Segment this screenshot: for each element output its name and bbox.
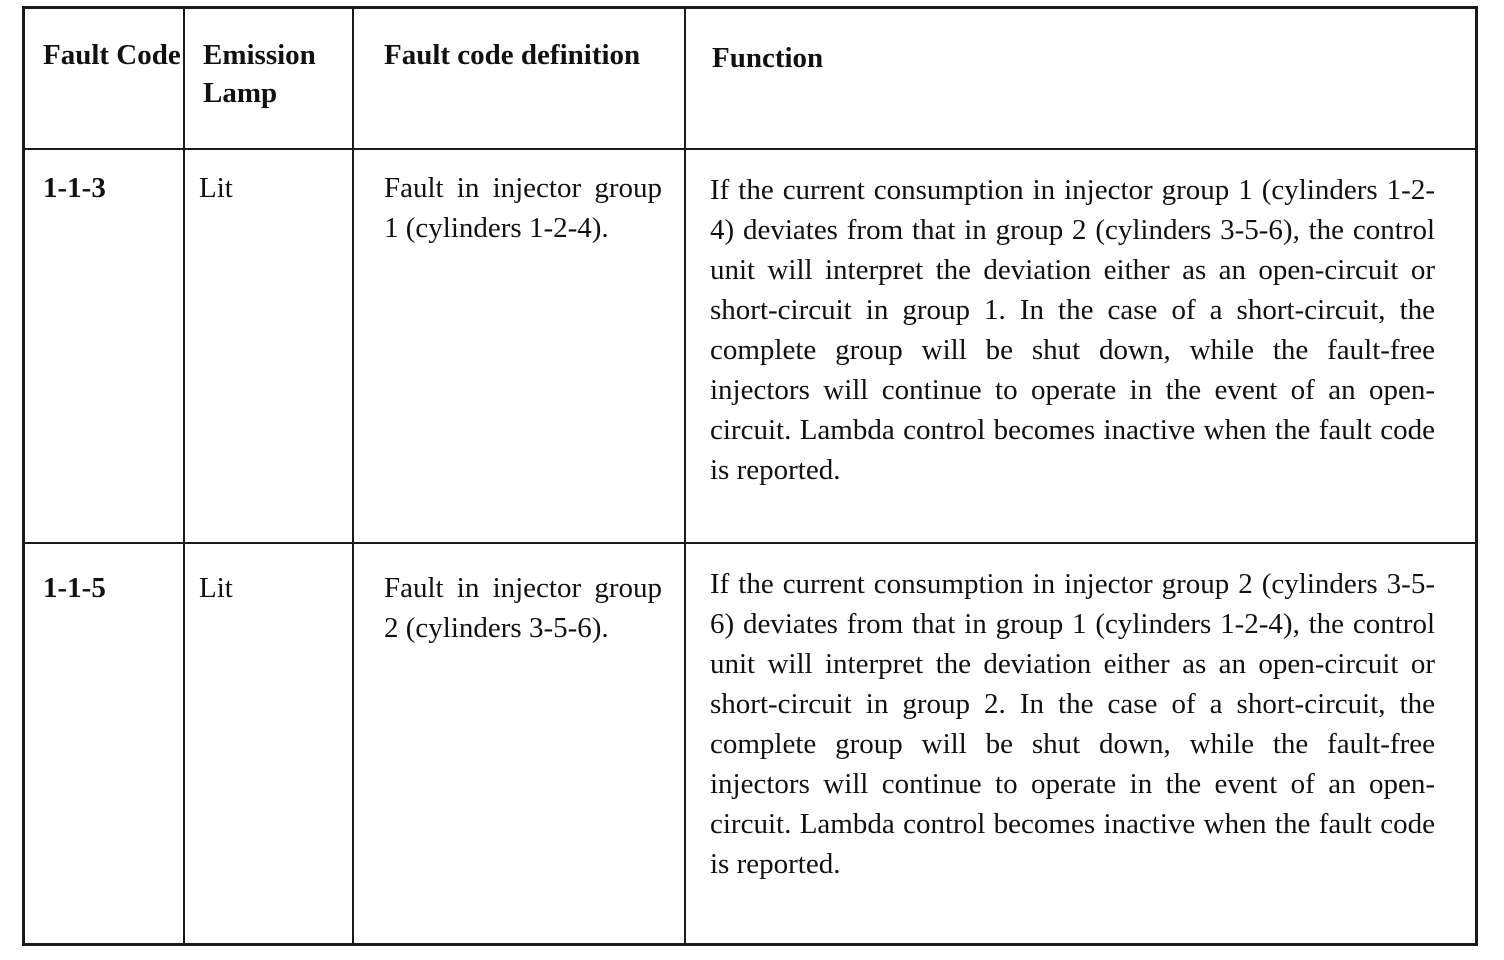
- header-function: [685, 9, 1475, 149]
- fault-code-value: 1-1-5: [43, 572, 106, 604]
- header-function-label: Function: [712, 42, 824, 74]
- header-fault-code-definition-label: Fault code definition: [384, 39, 641, 71]
- header-emission-lamp: [184, 9, 353, 149]
- definition-text: Fault in injector group 2 (cylinders 3-5-6).: [384, 572, 662, 644]
- emission-lamp-cell: [184, 543, 353, 943]
- fault-code-value: 1-1-3: [43, 172, 106, 204]
- emission-lamp-value: Lit: [199, 172, 233, 204]
- table-row: [25, 149, 1475, 543]
- emission-lamp-value: Lit: [199, 572, 233, 604]
- fault-code-table: [22, 6, 1478, 946]
- fault-code-cell: [25, 543, 184, 943]
- header-fault-code: [25, 9, 184, 149]
- fault-code-grid: [25, 9, 1475, 943]
- table-header-row: [25, 9, 1475, 149]
- header-emission-lamp-label: Emission Lamp: [203, 39, 316, 109]
- function-text: If the current consumption in injector group 2 (cylinders 3-5-6) deviates from that in group 1 (cylinders 1-2-4), the control unit will interpret the deviation either as an open-circuit or short-circuit in group 2. In the case of a short-circuit, the complete group will be shut down, while the fault-free injectors will continue to operate in the event of an open-circuit. Lambda control becomes inactive when the fault code is reported.: [710, 568, 1435, 880]
- function-text: If the current consumption in injector group 1 (cylinders 1-2-4) deviates from that in group 2 (cylinders 3-5-6), the control unit will interpret the deviation either as an open-circuit or short-circuit in group 1. In the case of a short-circuit, the complete group will be shut down, while the fault-free injectors will continue to operate in the event of an open-circuit. Lambda control becomes inactive when the fault code is reported.: [710, 174, 1435, 486]
- fault-code-cell: [25, 149, 184, 543]
- function-cell: [685, 149, 1475, 543]
- header-fault-code-label: Fault Code: [43, 39, 181, 71]
- header-fault-code-definition: [353, 9, 685, 149]
- function-cell: [685, 543, 1475, 943]
- definition-cell: [353, 149, 685, 543]
- definition-cell: [353, 543, 685, 943]
- emission-lamp-cell: [184, 149, 353, 543]
- definition-text: Fault in injector group 1 (cylinders 1-2-4).: [384, 172, 662, 244]
- table-row: [25, 543, 1475, 943]
